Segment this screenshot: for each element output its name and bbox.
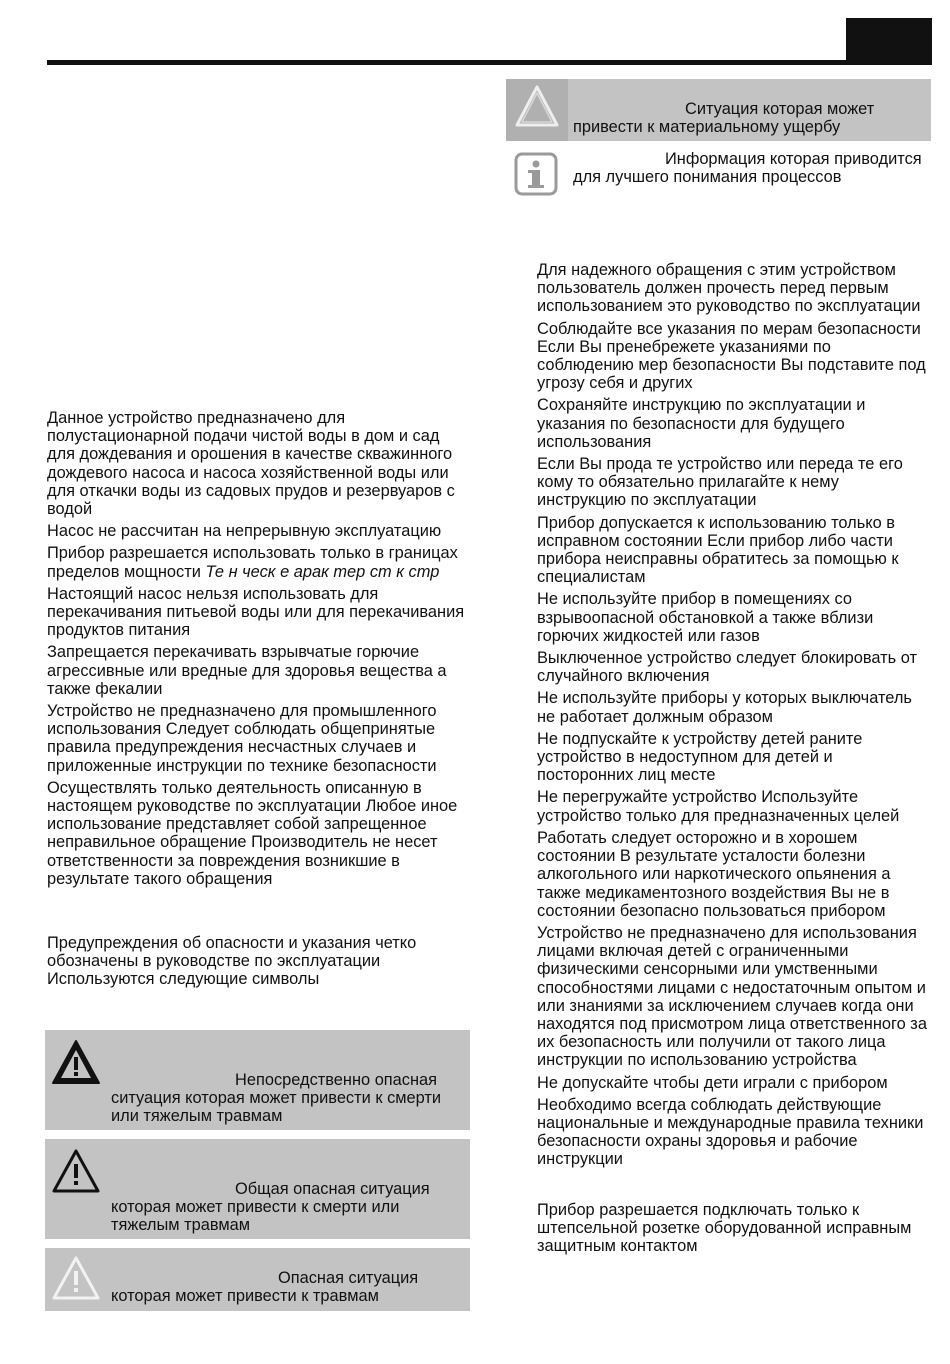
usage-paragraph: Данное устройство предназначено для полустационарной подачи чистой воды в дом и сад для дождевания и орошения в качестве скважинного дождевого насоса и насоса хозяйственной воды или для откачки воды из садовых прудов и резервуаров с водой: [47, 409, 455, 519]
safety-paragraph: Выключенное устройство следует блокировать от случайного включения: [537, 649, 918, 686]
header-rule: [47, 60, 932, 65]
notice-text: Ситуация которая может привести к материальному ущербу: [573, 100, 875, 137]
danger-text-block: [111, 1071, 463, 1126]
safety-paragraph: Для надежного обращения с этим устройством пользователь должен прочесть перед первым использованием это руководство по эксплуатации: [537, 261, 921, 316]
notice-box: [506, 79, 931, 141]
info-text: Информация которая приводится для лучшего понимания процессов: [573, 150, 922, 187]
notice-icon-cell: [506, 79, 568, 141]
safety-paragraph: Сохраняйте инструкцию по эксплуатации и указания по безопасности для будущего использования: [537, 396, 866, 451]
safety-paragraph: Не подпускайте к устройству детей раните устройство в недоступном для детей и посторонних лиц месте: [537, 729, 863, 785]
symbols-intro: Предупреждения об опасности и указания четко обозначены в руководстве по эксплуатации Используются следующие символы: [47, 934, 417, 989]
safety-paragraph: Работать следует осторожно и в хорошем состоянии В результате усталости болезни алкогольного или наркотического опьянения а также медикаментозного воздействия Вы не в состоянии безопасно пользоваться прибором: [537, 828, 891, 920]
power-safety-paragraph: Прибор разрешается подключать только к штепсельной розетке оборудованной исправным защитным контактом: [537, 1200, 912, 1255]
danger-text: Непосредственно опасная ситуация которая может привести к смерти или тяжелым травмам: [111, 1071, 442, 1126]
right-column: [537, 261, 932, 1259]
usage-paragraph: Осуществлять только деятельность описанную в настоящем руководстве по эксплуатации Любое иное использование представляет собой запрещенное неправильное обращение Производитель не несет ответственности за повреждения возникшие в результате такого обращения: [47, 778, 458, 888]
page-tab-marker: [846, 18, 932, 62]
left-column: [47, 409, 467, 993]
warning-triangle-icon: [50, 1147, 102, 1195]
danger-box: [45, 1030, 470, 1130]
caution-triangle-icon: [514, 84, 560, 130]
safety-paragraph: Не используйте прибор в помещениях со взрывоопасной обстановкой а также вблизи горючих жидкостей или газов: [537, 590, 874, 645]
safety-paragraph: Не используйте приборы у которых выключатель не работает должным образом: [537, 689, 912, 726]
specs-reference: Те н ческ е арак тер ст к стр: [205, 562, 440, 581]
safety-paragraph: Не допускайте чтобы дети играли с прибором: [537, 1073, 888, 1092]
warning-text-block: [111, 1180, 463, 1235]
danger-triangle-icon: [50, 1038, 102, 1086]
usage-paragraph: Насос не рассчитан на непрерывную эксплуатацию: [47, 522, 442, 541]
info-icon: [514, 152, 558, 196]
info-text-block: [573, 150, 928, 186]
safety-paragraph: Не перегружайте устройство Используйте устройство только для предназначенных целей: [537, 788, 900, 825]
safety-paragraph: Прибор допускается к использованию только в исправном состоянии Если прибор либо части прибора неисправны обратитесь за помощью к специалистам: [537, 513, 899, 587]
usage-paragraph: Устройство не предназначено для промышленного использования Следует соблюдать общепринятые правила предупреждения несчастных случаев и приложенные инструкции по технике безопасности: [47, 702, 437, 775]
usage-paragraph: Настоящий насос нельзя использовать для перекачивания питьевой воды или для перекачивания продуктов питания: [47, 584, 465, 640]
info-block: [506, 148, 932, 196]
caution-text-block: [111, 1269, 463, 1305]
caution-box: [45, 1248, 470, 1311]
warning-text: Общая опасная ситуация которая может привести к смерти или тяжелым травмам: [111, 1180, 430, 1235]
warning-box: [45, 1139, 470, 1239]
safety-paragraph: Соблюдайте все указания по мерам безопасности Если Вы пренебрежете указаниями по соблюдению мер безопасности Вы подставите под угрозу себя и других: [537, 319, 926, 393]
safety-paragraph: Если Вы прода те устройство или переда те его кому то обязательно прилагайте к нему инструкцию по эксплуатации: [537, 455, 903, 510]
safety-paragraph: Необходимо всегда соблюдать действующие национальные и международные правила техники безопасности охраны здоровья и рабочие инструкции: [537, 1095, 924, 1169]
notice-text-block: [573, 100, 925, 136]
caution-triangle-icon: [50, 1254, 102, 1302]
usage-paragraph: Запрещается перекачивать взрывчатые горючие агрессивные или вредные для здоровья вещества а также фекалии: [47, 643, 447, 698]
safety-paragraph: Устройство не предназначено для использования лицами включая детей с ограниченными физическими сенсорными или умственными способностями лицами с недостаточным опытом и или знаниями за исключением случаев когда они находятся под присмотром лица ответственного за их безопасность или получили от такого лица инструкции по использованию устройства: [537, 923, 927, 1070]
caution-text: Опасная ситуация которая может привести к травмам: [111, 1269, 419, 1306]
usage-paragraph: Прибор разрешается использовать только в границах пределов мощности Те н ческ е арак тер ст к стр: [47, 544, 458, 581]
